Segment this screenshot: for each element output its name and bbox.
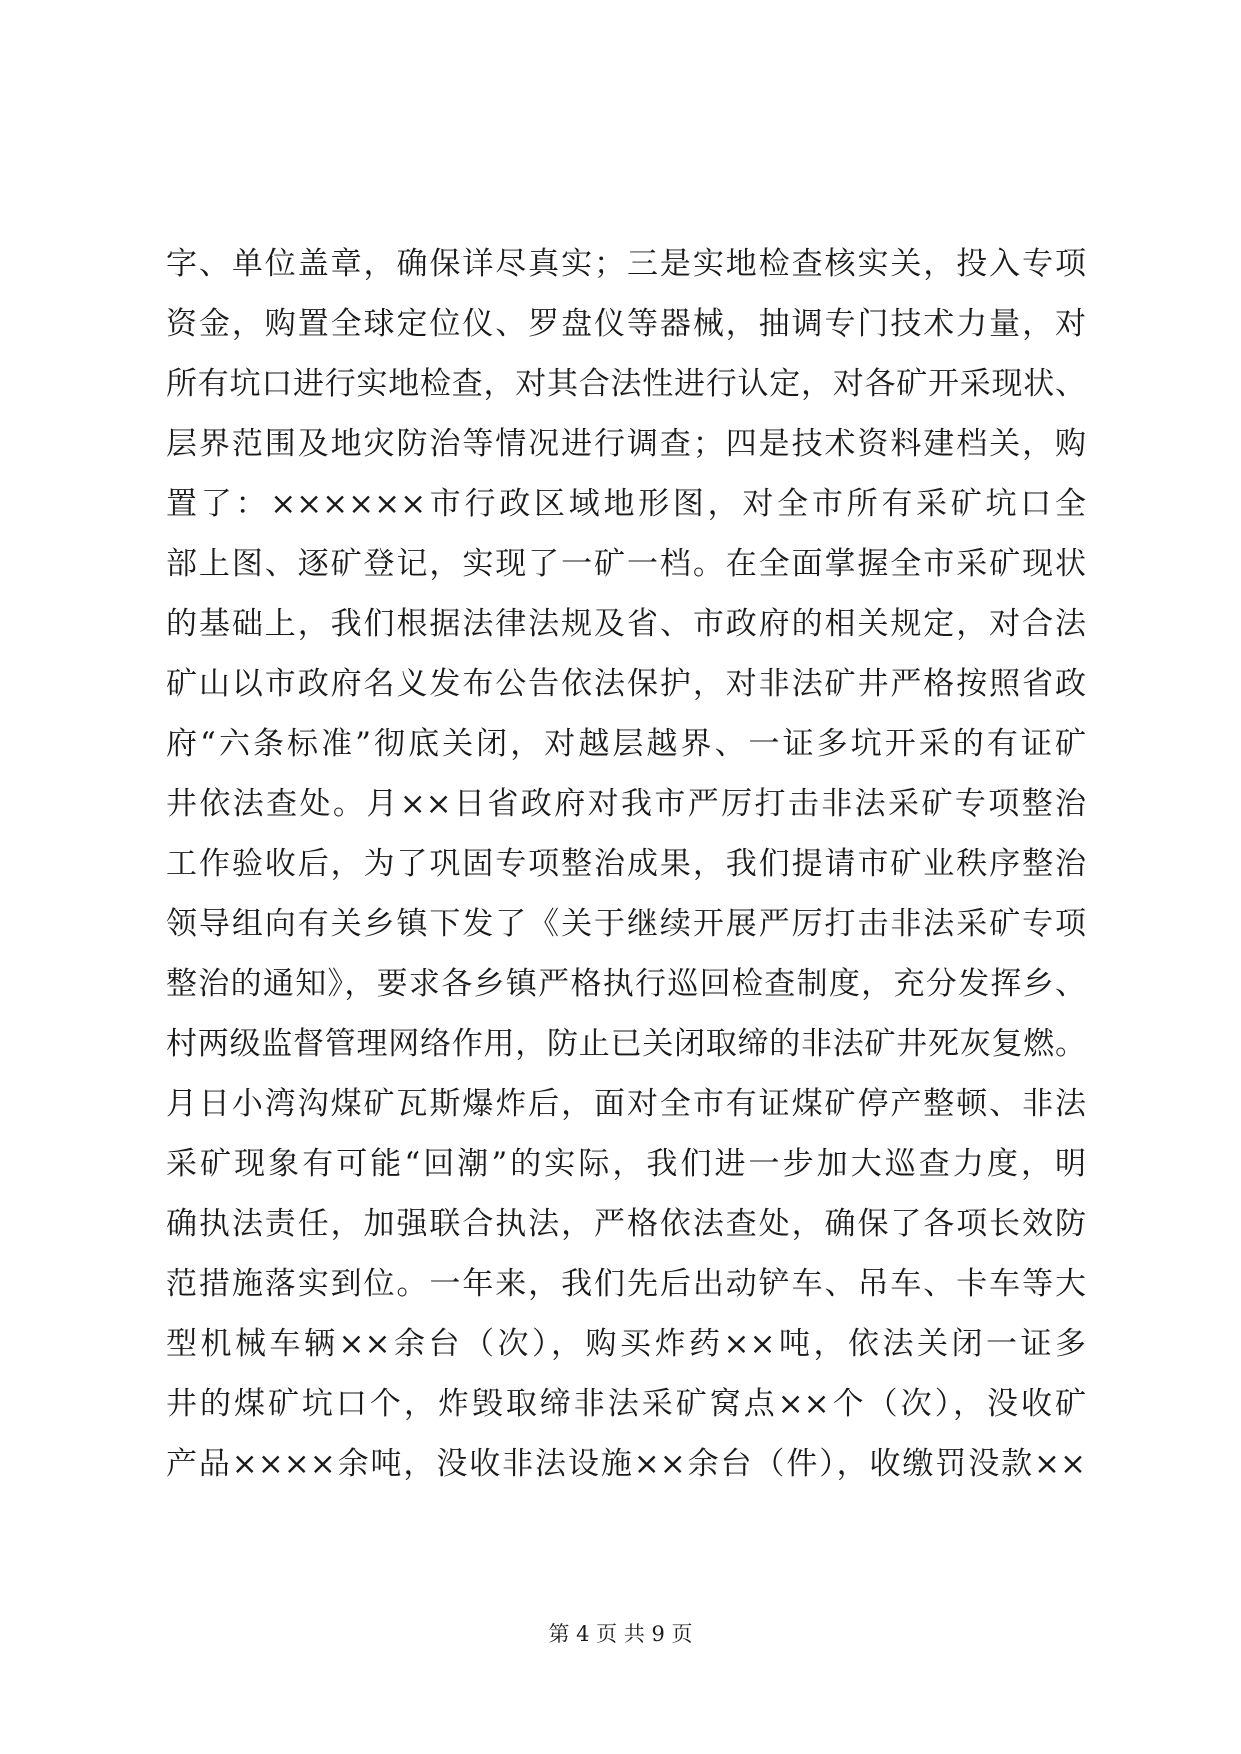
- text-line: 采矿现象有可能“回潮”的实际，我们进一步加大巡查力度，明: [166, 1146, 1086, 1182]
- text-line: 的基础上，我们根据法律法规及省、市政府的相关规定，对合法: [166, 606, 1086, 642]
- text-line: 领导组向有关乡镇下发了《关于继续开展严厉打击非法采矿专项: [166, 906, 1086, 942]
- text-line: 井的煤矿坑口个，炸毁取缔非法采矿窝点××个（次），没收矿: [166, 1386, 1086, 1422]
- text-line: 型机械车辆××余台（次），购买炸药××吨，依法关闭一证多: [166, 1326, 1086, 1362]
- text-line: 府“六条标准”彻底关闭，对越层越界、一证多坑开采的有证矿: [166, 726, 1086, 762]
- text-line: 层界范围及地灾防治等情况进行调查；四是技术资料建档关，购: [166, 426, 1086, 462]
- text-line: 部上图、逐矿登记，实现了一矿一档。在全面掌握全市采矿现状: [166, 546, 1086, 582]
- text-line: 范措施落实到位。一年来，我们先后出动铲车、吊车、卡车等大: [166, 1266, 1086, 1302]
- text-line: 村两级监督管理网络作用，防止已关闭取缔的非法矿井死灰复燃。: [166, 1026, 1086, 1062]
- text-line: 所有坑口进行实地检查，对其合法性进行认定，对各矿开采现状、: [166, 366, 1086, 402]
- text-line: 确执法责任，加强联合执法，严格依法查处，确保了各项长效防: [166, 1206, 1086, 1242]
- body-text: [166, 234, 1086, 1494]
- text-line: 产品××××余吨，没收非法设施××余台（件），收缴罚没款××: [166, 1446, 1086, 1482]
- text-line: 井依法查处。月××日省政府对我市严厉打击非法采矿专项整治: [166, 786, 1086, 822]
- text-line: 月日小湾沟煤矿瓦斯爆炸后，面对全市有证煤矿停产整顿、非法: [166, 1086, 1086, 1122]
- text-line: 整治的通知》，要求各乡镇严格执行巡回检查制度，充分发挥乡、: [166, 966, 1086, 1002]
- text-line: 资金，购置全球定位仪、罗盘仪等器械，抽调专门技术力量，对: [166, 306, 1086, 342]
- text-line: 工作验收后，为了巩固专项整治成果，我们提请市矿业秩序整治: [166, 846, 1086, 882]
- text-line: 置了：××××××市行政区域地形图，对全市所有采矿坑口全: [166, 486, 1086, 522]
- text-line: 字、单位盖章，确保详尽真实；三是实地检查核实关，投入专项: [166, 246, 1086, 282]
- page-number-footer: 第 4 页 共 9 页: [548, 1622, 693, 1646]
- text-line: 矿山以市政府名义发布公告依法保护，对非法矿井严格按照省政: [166, 666, 1086, 702]
